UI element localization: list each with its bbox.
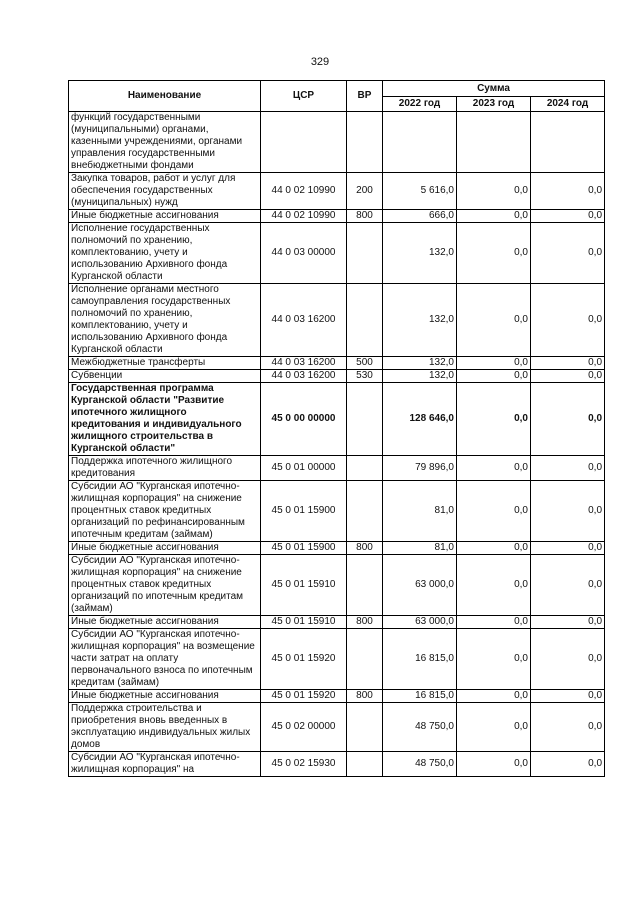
cell-2022: 63 000,0	[383, 555, 457, 616]
cell-csr: 45 0 01 15910	[261, 555, 347, 616]
cell-csr: 45 0 02 00000	[261, 703, 347, 752]
cell-2023: 0,0	[457, 629, 531, 690]
cell-2023: 0,0	[457, 357, 531, 370]
cell-2022: 81,0	[383, 542, 457, 555]
header-csr: ЦСР	[261, 81, 347, 112]
table-row	[69, 357, 605, 370]
cell-2023: 0,0	[457, 542, 531, 555]
cell-csr: 45 0 02 15930	[261, 752, 347, 777]
table-row	[69, 173, 605, 210]
cell-name: Межбюджетные трансферты	[69, 357, 261, 370]
budget-table	[68, 80, 605, 777]
cell-2024: 0,0	[531, 703, 605, 752]
cell-2022: 81,0	[383, 481, 457, 542]
cell-name: Закупка товаров, работ и услуг для обеспечения государственных (муниципальных) нужд	[69, 173, 261, 210]
cell-vr	[347, 703, 383, 752]
cell-name: функций государственными (муниципальными) органами, казенными учреждениями, органами управления государственными внебюджетными фондами	[69, 112, 261, 173]
table-row	[69, 542, 605, 555]
cell-name: Иные бюджетные ассигнования	[69, 690, 261, 703]
table-row	[69, 752, 605, 777]
cell-vr	[347, 223, 383, 284]
table-body	[69, 112, 605, 777]
table-row	[69, 383, 605, 456]
cell-name: Субсидии АО "Курганская ипотечно-жилищная корпорация" на	[69, 752, 261, 777]
cell-csr: 44 0 03 16200	[261, 284, 347, 357]
cell-name: Иные бюджетные ассигнования	[69, 542, 261, 555]
cell-csr: 45 0 01 15900	[261, 481, 347, 542]
cell-2023: 0,0	[457, 456, 531, 481]
cell-csr: 45 0 00 00000	[261, 383, 347, 456]
table-row	[69, 112, 605, 173]
cell-2023: 0,0	[457, 383, 531, 456]
cell-csr: 44 0 03 00000	[261, 223, 347, 284]
cell-2023: 0,0	[457, 616, 531, 629]
cell-vr	[347, 284, 383, 357]
table-row	[69, 555, 605, 616]
cell-name: Иные бюджетные ассигнования	[69, 616, 261, 629]
cell-csr: 44 0 02 10990	[261, 173, 347, 210]
cell-2023: 0,0	[457, 690, 531, 703]
cell-2023: 0,0	[457, 223, 531, 284]
cell-2023: 0,0	[457, 210, 531, 223]
cell-name: Исполнение государственных полномочий по хранению, комплектованию, учету и использованию Архивного фонда Курганской области	[69, 223, 261, 284]
cell-2022: 132,0	[383, 370, 457, 383]
table-row	[69, 629, 605, 690]
cell-name: Субсидии АО "Курганская ипотечно-жилищная корпорация" на снижение процентных ставок кредитных организаций по рефинансированным ипотечным кредитам (займам)	[69, 481, 261, 542]
header-sum: Сумма	[383, 81, 605, 97]
table-row	[69, 690, 605, 703]
cell-2023	[457, 112, 531, 173]
cell-2022: 132,0	[383, 357, 457, 370]
cell-2022: 48 750,0	[383, 703, 457, 752]
table-row	[69, 284, 605, 357]
cell-2024: 0,0	[531, 456, 605, 481]
cell-vr: 500	[347, 357, 383, 370]
cell-name: Государственная программа Курганской области "Развитие ипотечного жилищного кредитования и индивидуального жилищного строительства в Курганской области"	[69, 383, 261, 456]
cell-2024: 0,0	[531, 690, 605, 703]
cell-2024: 0,0	[531, 555, 605, 616]
cell-2024: 0,0	[531, 616, 605, 629]
cell-name: Иные бюджетные ассигнования	[69, 210, 261, 223]
cell-2022: 16 815,0	[383, 629, 457, 690]
cell-vr	[347, 383, 383, 456]
cell-name: Поддержка ипотечного жилищного кредитования	[69, 456, 261, 481]
cell-vr: 800	[347, 210, 383, 223]
cell-vr: 530	[347, 370, 383, 383]
cell-2023: 0,0	[457, 555, 531, 616]
cell-csr: 45 0 01 15900	[261, 542, 347, 555]
cell-2022: 132,0	[383, 284, 457, 357]
table-row	[69, 703, 605, 752]
cell-2022: 16 815,0	[383, 690, 457, 703]
cell-csr: 44 0 02 10990	[261, 210, 347, 223]
cell-vr	[347, 629, 383, 690]
table-row	[69, 456, 605, 481]
cell-csr: 44 0 03 16200	[261, 370, 347, 383]
cell-vr	[347, 481, 383, 542]
cell-2024: 0,0	[531, 752, 605, 777]
cell-csr: 45 0 01 00000	[261, 456, 347, 481]
table-row	[69, 616, 605, 629]
table-row	[69, 370, 605, 383]
cell-name: Субсидии АО "Курганская ипотечно-жилищная корпорация" на возмещение части затрат на оплату первоначального взноса по ипотечным кредитам (займам)	[69, 629, 261, 690]
cell-vr: 800	[347, 690, 383, 703]
cell-csr: 45 0 01 15920	[261, 690, 347, 703]
cell-2022: 666,0	[383, 210, 457, 223]
table-row	[69, 210, 605, 223]
cell-name: Исполнение органами местного самоуправления государственных полномочий по хранению, комплектованию, учету и использованию Архивного фонда Курганской области	[69, 284, 261, 357]
table-row	[69, 481, 605, 542]
cell-2022: 128 646,0	[383, 383, 457, 456]
cell-2024: 0,0	[531, 210, 605, 223]
cell-csr: 45 0 01 15910	[261, 616, 347, 629]
cell-vr	[347, 456, 383, 481]
cell-name: Субвенции	[69, 370, 261, 383]
cell-2023: 0,0	[457, 752, 531, 777]
cell-2023: 0,0	[457, 703, 531, 752]
cell-2023: 0,0	[457, 173, 531, 210]
cell-2024: 0,0	[531, 542, 605, 555]
cell-vr: 800	[347, 616, 383, 629]
cell-2024: 0,0	[531, 481, 605, 542]
header-year-2024: 2024 год	[531, 97, 605, 112]
cell-csr: 44 0 03 16200	[261, 357, 347, 370]
cell-csr: 45 0 01 15920	[261, 629, 347, 690]
cell-2022: 48 750,0	[383, 752, 457, 777]
cell-2022: 132,0	[383, 223, 457, 284]
page-number: 329	[310, 56, 330, 68]
cell-2023: 0,0	[457, 370, 531, 383]
cell-2024	[531, 112, 605, 173]
header-year-2022: 2022 год	[383, 97, 457, 112]
cell-csr	[261, 112, 347, 173]
cell-vr	[347, 555, 383, 616]
cell-2024: 0,0	[531, 383, 605, 456]
cell-2022: 79 896,0	[383, 456, 457, 481]
header-year-2023: 2023 год	[457, 97, 531, 112]
cell-2024: 0,0	[531, 173, 605, 210]
table-row	[69, 223, 605, 284]
cell-vr	[347, 112, 383, 173]
cell-2022	[383, 112, 457, 173]
cell-2022: 5 616,0	[383, 173, 457, 210]
cell-2024: 0,0	[531, 370, 605, 383]
cell-2024: 0,0	[531, 357, 605, 370]
cell-2023: 0,0	[457, 481, 531, 542]
cell-vr: 200	[347, 173, 383, 210]
header-name: Наименование	[69, 81, 261, 112]
cell-vr: 800	[347, 542, 383, 555]
cell-2022: 63 000,0	[383, 616, 457, 629]
cell-name: Поддержка строительства и приобретения вновь введенных в эксплуатацию индивидуальных жилых домов	[69, 703, 261, 752]
cell-vr	[347, 752, 383, 777]
cell-2024: 0,0	[531, 223, 605, 284]
cell-2024: 0,0	[531, 629, 605, 690]
cell-2024: 0,0	[531, 284, 605, 357]
cell-name: Субсидии АО "Курганская ипотечно-жилищная корпорация" на снижение процентных ставок кредитных организаций по ипотечным кредитам (займам)	[69, 555, 261, 616]
cell-2023: 0,0	[457, 284, 531, 357]
header-vr: ВР	[347, 81, 383, 112]
